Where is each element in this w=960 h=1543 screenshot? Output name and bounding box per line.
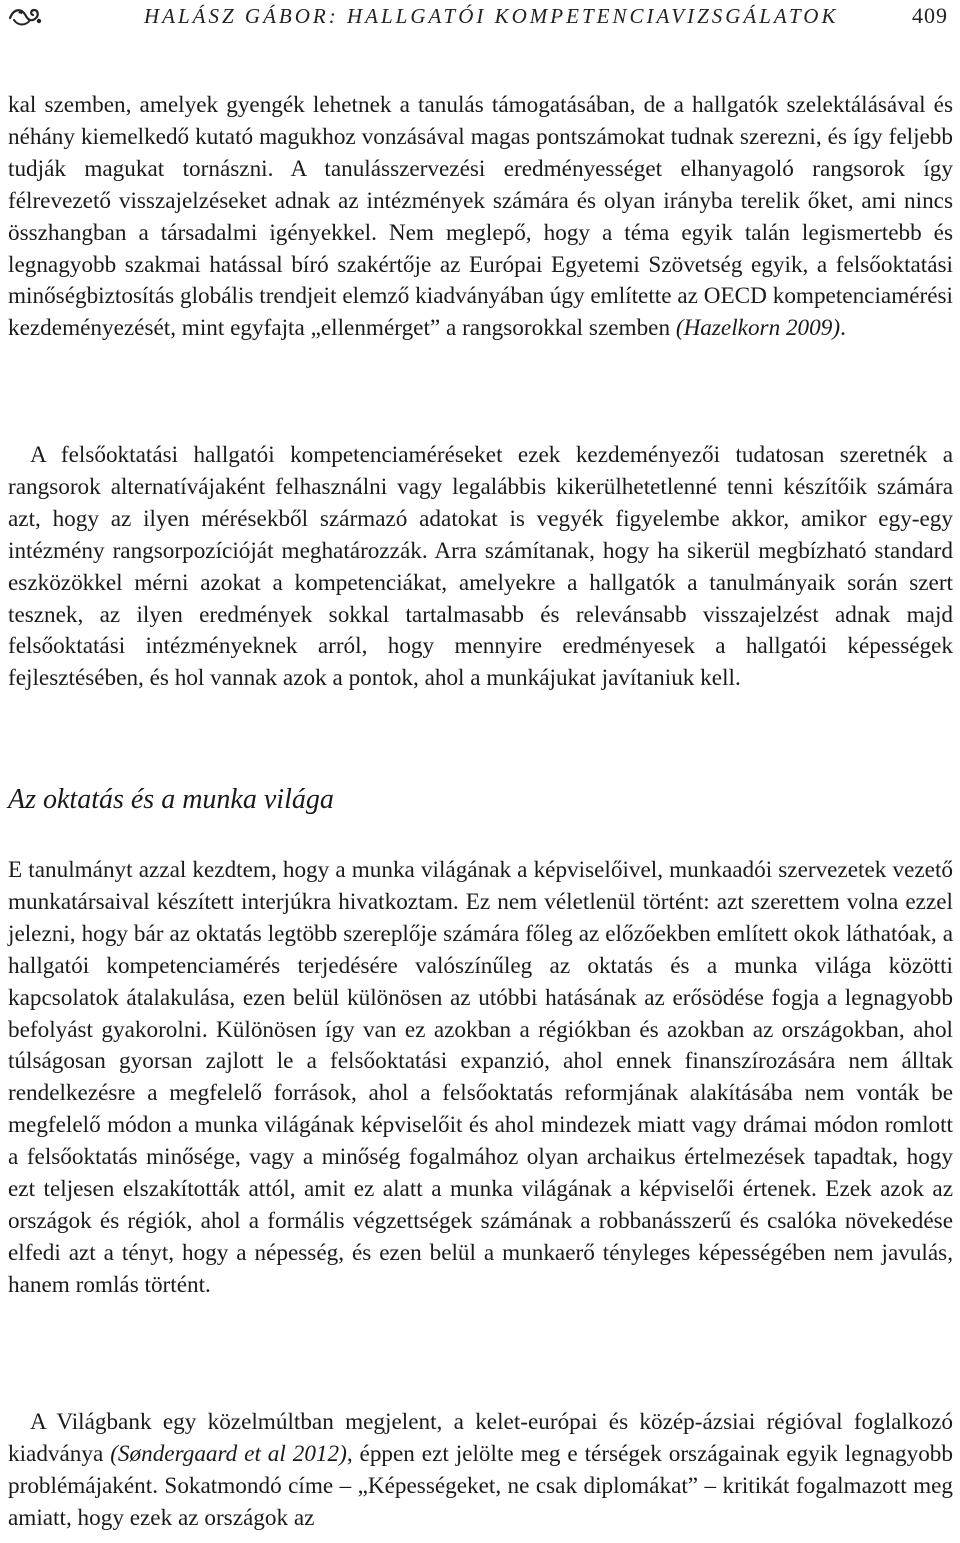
section-title: Az oktatás és a munka világa (8, 784, 334, 815)
paragraph-2: A felsőoktatási hallgatói kompetenciaméréseket ezek kezdeményezői tudatosan szeretnék a rangsorok alternatívájaként felhasználni vagy legalábbis kikerülhetetlenné tenni készítőik számára azt, hogy az ilyen mérésekből származó adatokat is vegyék figyelembe akkor, amikor egy-egy intézmény rangsorpozícióját meghatározzák. Arra számítanak, hogy ha sikerül megbízható standard eszközökkel mérni azokat a kompetenciákat, amelyekre a hallgatók a tanulmányaik során szert tesznek, az ilyen eredmények sokkal tartalmasabb és relevánsabb visszajelzést adnak majd felsőoktatási intézményeknek arról, hogy mennyire eredményesek a hallgatói képességek fejlesztésében, és hol vannak azok a pontok, ahol a munkájukat javítaniuk kell. (8, 442, 953, 692)
paragraph-4-text: A Világbank egy közelmúltban megjelent, a kelet-európai és közép-ázsiai régióval foglalkozó kiadványa (8, 1409, 953, 1467)
page-number: 409 (912, 3, 948, 28)
paragraph-1 (8, 90, 953, 345)
paragraph-1-end: . (840, 315, 846, 342)
running-title: HALÁSZ GÁBOR: HALLGATÓI KOMPETENCIAVIZSGÁLATOK (144, 3, 839, 28)
paragraph-3: E tanulmányt azzal kezdtem, hogy a munka világának a képviselőivel, munkaadói szervezetek vezető munkatársaival készített interjúkra hivatkoztam. Ez nem véletlenül történt: azt szerettem volna ezzel jelezni, hogy bár az oktatás legtöbb szereplője számára főleg az előzőekben említett okok láthatóak, a hallgatói kompetenciamérés terjedésére valószínűleg az oktatás és a munka világa közötti kapcsolatok átalakulása, ezen belül különösen az utóbbi hatásának az erősödése fogja a legnagyobb befolyást gyakorolni. Különösen így van ez azokban a régiókban és azokban az országokban, ahol túlságosan gyorsan zajlott le a felsőoktatási expanzió, ahol ennek finanszírozására nem álltak rendelkezésre a megfelelő források, ahol a felsőoktatás reformjának alakításába nem vonták be megfelelő módon a munka világának képviselőit és ahol mindezek miatt vagy drámai módon romlott a felsőoktatás minősége, vagy a minőség fogalmához olyan archaikus értelmezések tapadtak, hogy ezt teljesen elszakították attól, amit ez alatt a munka világának a képviselői értenek. Ezek azok az országok és régiók, ahol a formális végzettségek számának a robbanásszerű és csalóka növekedése elfedi azt a tényt, hogy a népesség, és ezen belül a munkaerő tényleges képességében nem javulás, hanem romlás történt. (8, 857, 953, 1298)
paragraph-4 (8, 1407, 953, 1535)
citation-hazelkorn: (Hazelkorn 2009) (675, 315, 841, 342)
fleuron-ornament-icon (8, 4, 44, 28)
paragraph-1-text: kal szemben, amelyek gyengék lehetnek a tanulás támogatásában, de a hallgatók szelektálásával és néhány kiemelkedő kutató magukhoz vonzásával magas pontszámokat tudnak szerezni, és így feljebb tudják magukat tornászni. A tanulásszervezési eredményességet elhanyagoló rangsorok így félrevezető visszajelzéseket adnak az intézmények számára és olyan irányba terelik őket, ami nincs összhangban a társadalmi igényekkel. Nem meglepő, hogy a téma egyik talán legismertebb és legnagyobb szakmai hatással bíró szakértője az Európai Egyetemi Szövetség egyik, a felsőoktatási minőségbiztosítás globális trendjeit elemző kiadványában úgy említette az OECD kompetenciamérési kezdeményezését, mint egyfajta „ellenmérget” a rangsorokkal szemben (8, 92, 953, 342)
citation-sondergaard: (Søndergaard et al 2012) (110, 1440, 347, 1467)
page-header (8, 2, 948, 30)
paragraph-4-end: , éppen ezt jelölte meg e térségek országainak egyik legnagyobb problémájaként. Sokatmondó címe – „Képességeket, ne csak diplomákat” – kritikát fogalmazott meg amiatt, hogy ezek az országok az (8, 1440, 953, 1531)
